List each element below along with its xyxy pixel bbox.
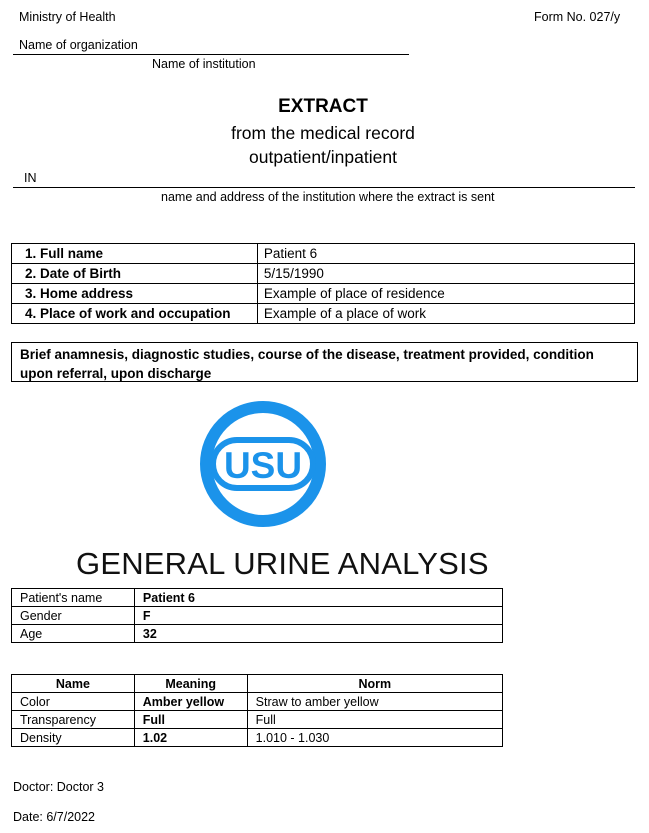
gender-label: Gender [12,607,135,625]
dob-label: 2. Date of Birth [12,264,258,284]
result-name: Transparency [12,711,135,729]
table-row [12,304,635,324]
result-norm: 1.010 - 1.030 [247,729,502,747]
dob-value: 5/15/1990 [257,264,634,284]
table-row [12,711,503,729]
column-header-meaning: Meaning [134,675,247,693]
gender-value: F [134,607,502,625]
result-norm: Straw to amber yellow [247,693,502,711]
date-label: Date: 6/7/2022 [13,810,96,824]
work-label: 4. Place of work and occupation [12,304,258,324]
analysis-title: GENERAL URINE ANALYSIS [76,546,489,581]
table-row [12,607,503,625]
document-subtitle: from the medical record [231,123,415,143]
address-label: 3. Home address [12,284,258,304]
table-row [12,264,635,284]
result-name: Color [12,693,135,711]
brief-anamnesis-box: Brief anamnesis, diagnostic studies, course of the disease, treatment provided, condition upon referral, upon discharge [11,342,638,382]
result-meaning: Amber yellow [134,693,247,711]
document-subtitle-2: outpatient/inpatient [249,147,397,167]
table-row [12,284,635,304]
usu-logo [199,400,327,528]
address-value: Example of place of residence [257,284,634,304]
ministry-label: Ministry of Health [19,10,116,24]
recipient-underline [13,187,635,188]
patient-name-label: Patient's name [12,589,135,607]
organization-underline [13,54,409,55]
table-row [12,625,503,643]
document-title: EXTRACT [278,96,368,117]
institution-label: Name of institution [152,57,256,71]
column-header-name: Name [12,675,135,693]
table-row [12,589,503,607]
work-value: Example of a place of work [257,304,634,324]
recipient-caption: name and address of the institution where the extract is sent [161,190,495,204]
organization-label: Name of organization [19,38,138,52]
doctor-label: Doctor: Doctor 3 [13,780,105,794]
analysis-patient-table [11,588,503,643]
in-label: IN [24,171,37,185]
table-row [12,729,503,747]
table-row [12,244,635,264]
result-norm: Full [247,711,502,729]
table-header-row [12,675,503,693]
result-meaning: Full [134,711,247,729]
table-row [12,693,503,711]
analysis-results-table [11,674,503,747]
patient-info-table [11,243,635,324]
form-number: Form No. 027/y [534,10,621,24]
column-header-norm: Norm [247,675,502,693]
full-name-label: 1. Full name [12,244,258,264]
age-label: Age [12,625,135,643]
age-value: 32 [134,625,502,643]
result-meaning: 1.02 [134,729,247,747]
full-name-value: Patient 6 [257,244,634,264]
patient-name-value: Patient 6 [134,589,502,607]
logo-text: USU [223,445,303,486]
result-name: Density [12,729,135,747]
